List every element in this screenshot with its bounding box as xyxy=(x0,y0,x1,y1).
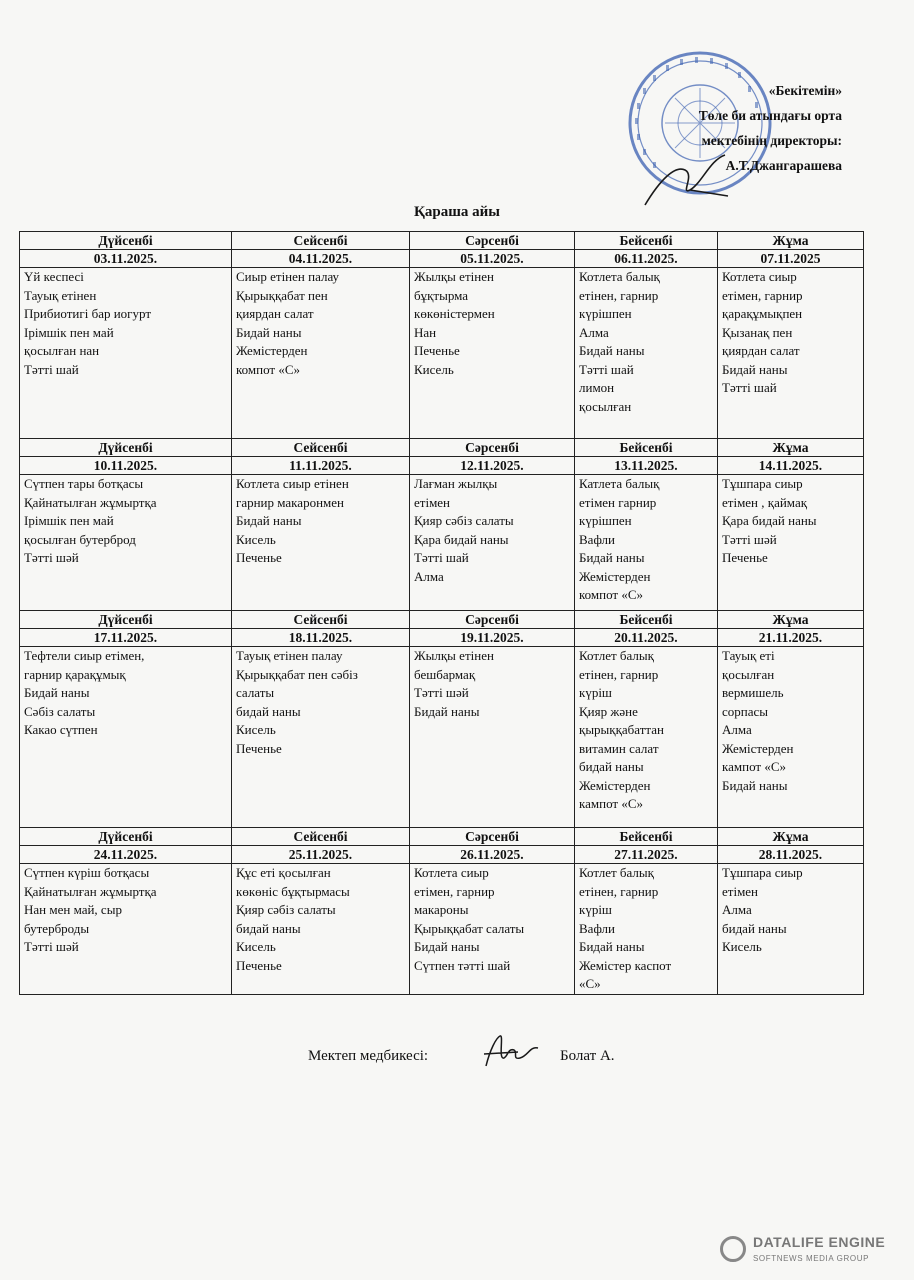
meal-cell xyxy=(718,647,864,828)
meal-item: Жылқы етінен xyxy=(414,648,494,663)
meal-item: етімен, гарнир xyxy=(414,883,495,899)
meal-cell xyxy=(232,864,410,995)
meal-item: Сүтпен тәтті шай xyxy=(414,957,511,973)
meal-item: Қияр және xyxy=(579,703,638,719)
meal-item: Бидай наны xyxy=(579,550,645,565)
meal-item: Тәтті шәй xyxy=(722,531,777,547)
meal-item: Катлета балық xyxy=(579,476,660,491)
meal-item: бұқтырма xyxy=(414,287,469,303)
meal-item: Котлет балық xyxy=(579,865,654,880)
date-cell: 19.11.2025. xyxy=(410,629,575,647)
month-title: Қараша айы xyxy=(414,204,500,220)
weekday-header-row xyxy=(20,232,864,250)
meal-item: Котлета сиыр етінен xyxy=(236,476,349,491)
meal-row xyxy=(20,647,864,828)
weekday-cell: Бейсенбі xyxy=(575,439,718,457)
meal-item: Котлета сиыр xyxy=(722,269,797,284)
meal-item: Тәтті шәй xyxy=(414,685,469,700)
meal-item: қосылған xyxy=(722,666,775,682)
meal-item: Тауық етінен xyxy=(24,287,97,303)
meal-item: етімен xyxy=(722,883,759,899)
meal-item: Қара бидай наны xyxy=(414,531,509,547)
meal-item: Тауық етінен палау xyxy=(236,648,343,663)
date-row xyxy=(20,846,864,864)
meal-row xyxy=(20,475,864,611)
meal-item: макароны xyxy=(414,902,469,917)
date-cell: 27.11.2025. xyxy=(575,846,718,864)
meal-item: Бидай наны xyxy=(414,703,480,719)
director-signature-icon xyxy=(640,150,730,210)
meal-item: Құс еті қосылған xyxy=(236,865,331,880)
meal-item: Қара бидай наны xyxy=(722,513,817,528)
meal-item: етімен гарнир xyxy=(579,494,657,510)
weekday-cell: Жұма xyxy=(718,439,864,457)
weekday-cell: Жұма xyxy=(718,232,864,250)
meal-item: Бидай наны xyxy=(579,343,645,358)
meal-cell xyxy=(575,475,718,611)
weekday-cell: Сейсенбі xyxy=(232,828,410,846)
meal-item: күрішпен xyxy=(579,306,632,321)
meal-item: Алма xyxy=(579,324,609,340)
meal-item: Печенье xyxy=(236,957,282,973)
meal-item: Қайнатылған жұмыртқа xyxy=(24,494,157,510)
approval-school: Төле би атындағы орта xyxy=(698,108,842,123)
weekday-header-row xyxy=(20,828,864,846)
meal-item: Алма xyxy=(722,902,752,917)
meal-item: вермишель xyxy=(722,685,784,700)
meal-item: Нан xyxy=(414,324,437,340)
weekday-cell: Жұма xyxy=(718,611,864,629)
meal-item: гарнир макаронмен xyxy=(236,494,344,510)
meal-item: етінен, гарнир xyxy=(579,883,659,899)
meal-item: Жылқы етінен xyxy=(414,269,494,284)
weekday-cell: Сәрсенбі xyxy=(410,828,575,846)
meal-item: Котлета сиыр xyxy=(414,865,489,880)
meal-item: Алма xyxy=(722,722,752,737)
meal-item: Вафли xyxy=(579,920,615,936)
meal-item: Тұшпара сиыр xyxy=(722,865,803,880)
meal-item: Котлета балық xyxy=(579,269,660,284)
meal-item: Жемістерден xyxy=(579,568,651,584)
meal-item: Қырыққабат пен xyxy=(236,287,328,303)
date-cell: 12.11.2025. xyxy=(410,457,575,475)
meal-item: Тефтели сиыр етімен, xyxy=(24,648,145,663)
watermark xyxy=(720,1232,900,1272)
meal-item: Үй кеспесі xyxy=(24,269,84,284)
meal-item: Печенье xyxy=(236,550,282,565)
weekday-cell: Дүйсенбі xyxy=(20,232,232,250)
meal-item: қарақұмықпен xyxy=(722,306,803,321)
meal-item: Тәтті шай xyxy=(414,550,469,565)
meal-item: Кисель xyxy=(236,939,276,954)
meal-cell xyxy=(20,647,232,828)
weekday-cell: Дүйсенбі xyxy=(20,439,232,457)
meal-item: Бидай наны xyxy=(236,513,302,528)
weekday-header-row xyxy=(20,611,864,629)
meal-item: Жемістерден xyxy=(579,777,651,793)
weekday-cell: Жұма xyxy=(718,828,864,846)
meal-item: Ірімшік пен май xyxy=(24,324,114,340)
meal-cell xyxy=(20,268,232,439)
meal-item: Тәтті шай xyxy=(722,380,777,395)
meal-item: Қырыққабат пен сәбіз xyxy=(236,666,358,682)
meal-item: Бидай наны xyxy=(579,939,645,954)
nurse-signature-icon xyxy=(478,1030,548,1070)
meal-cell xyxy=(718,475,864,611)
meal-item: Қызанақ пен xyxy=(722,324,793,340)
approval-director-name: А.Т.Джангарашева xyxy=(725,158,842,173)
meal-cell xyxy=(718,864,864,995)
date-cell: 18.11.2025. xyxy=(232,629,410,647)
meal-item: бидай наны xyxy=(236,703,301,719)
meal-item: етінен, гарнир xyxy=(579,287,659,303)
meal-item: Кисель xyxy=(414,361,454,377)
meal-cell xyxy=(410,475,575,611)
meal-item: Прибиотигі бар иогурт xyxy=(24,306,152,321)
meal-item: Жемістер каспот xyxy=(579,957,672,973)
meal-item: Жемістерден xyxy=(722,740,794,756)
meal-item: Кисель xyxy=(722,939,762,954)
meal-item: Печенье xyxy=(414,343,460,358)
meal-item: Сиыр етінен палау xyxy=(236,269,340,284)
meal-item: сорпасы xyxy=(722,703,769,719)
meal-row xyxy=(20,864,864,995)
date-cell: 17.11.2025. xyxy=(20,629,232,647)
meal-item: Қырыққабат салаты xyxy=(414,920,525,936)
meal-cell xyxy=(20,864,232,995)
date-cell: 11.11.2025. xyxy=(232,457,410,475)
meal-cell xyxy=(575,268,718,439)
meal-item: етімен , қаймақ xyxy=(722,494,808,510)
meal-cell xyxy=(232,268,410,439)
datalife-logo-icon xyxy=(720,1236,746,1262)
date-cell: 07.11.2025 xyxy=(718,250,864,268)
meal-item: Қайнатылған жұмыртқа xyxy=(24,883,157,899)
meal-cell xyxy=(410,647,575,828)
meal-item: Бидай наны xyxy=(236,324,302,340)
meal-item: Бидай наны xyxy=(722,777,788,793)
date-cell: 28.11.2025. xyxy=(718,846,864,864)
meal-item: бешбармақ xyxy=(414,666,476,682)
meal-item: Тәтті шай xyxy=(579,361,634,377)
meal-item: Бидай наны xyxy=(414,939,480,954)
meal-item: Вафли xyxy=(579,531,615,547)
date-row xyxy=(20,457,864,475)
meal-item: кампот «С» xyxy=(722,759,787,774)
meal-item: витамин салат xyxy=(579,740,659,756)
meal-item: күріш xyxy=(579,685,612,700)
meal-item: Алма xyxy=(414,568,444,584)
meal-item: көкөніс бұқтырмасы xyxy=(236,883,350,899)
meal-item: Бидай наны xyxy=(722,361,788,377)
nurse-label: Мектеп медбикесі: xyxy=(308,1048,429,1064)
meal-item: Тәтті шәй xyxy=(24,939,79,954)
meal-item: кампот «С» xyxy=(579,796,644,811)
meal-item: Печенье xyxy=(722,550,768,565)
meal-item: Какао сүтпен xyxy=(24,722,98,737)
meal-item: компот «С» xyxy=(579,587,644,602)
meal-cell xyxy=(232,475,410,611)
meal-cell xyxy=(410,268,575,439)
meal-item: қырыққабаттан xyxy=(579,722,664,737)
meal-item: Кисель xyxy=(236,531,276,547)
date-cell: 26.11.2025. xyxy=(410,846,575,864)
date-cell: 04.11.2025. xyxy=(232,250,410,268)
meal-cell xyxy=(575,647,718,828)
date-cell: 05.11.2025. xyxy=(410,250,575,268)
meal-cell xyxy=(718,268,864,439)
meal-item: Тәтті шәй xyxy=(24,550,79,565)
date-cell: 14.11.2025. xyxy=(718,457,864,475)
meal-item: қосылған бутерброд xyxy=(24,531,136,547)
weekday-cell: Сейсенбі xyxy=(232,439,410,457)
meal-item: бидай наны xyxy=(722,920,787,936)
weekday-cell: Дүйсенбі xyxy=(20,611,232,629)
meal-item: Тауық еті xyxy=(722,648,775,663)
date-row xyxy=(20,629,864,647)
meal-row xyxy=(20,268,864,439)
weekday-cell: Бейсенбі xyxy=(575,828,718,846)
meal-item: компот «С» xyxy=(236,361,301,377)
meal-cell xyxy=(232,647,410,828)
meal-item: Сәбіз салаты xyxy=(24,703,96,719)
weekday-cell: Сейсенбі xyxy=(232,611,410,629)
watermark-sub: SOFTNEWS MEDIA GROUP xyxy=(753,1254,870,1263)
meal-item: Тәтті шай xyxy=(24,361,79,377)
meal-item: қосылған нан xyxy=(24,343,100,358)
meal-item: Бидай наны xyxy=(24,685,90,700)
weekday-cell: Сейсенбі xyxy=(232,232,410,250)
nurse-name: Болат А. xyxy=(560,1048,615,1064)
date-cell: 24.11.2025. xyxy=(20,846,232,864)
meal-item: «С» xyxy=(579,976,601,991)
date-cell: 20.11.2025. xyxy=(575,629,718,647)
meal-item: Қияр сәбіз салаты xyxy=(414,513,514,528)
date-cell: 21.11.2025. xyxy=(718,629,864,647)
weekday-cell: Дүйсенбі xyxy=(20,828,232,846)
weekday-cell: Бейсенбі xyxy=(575,611,718,629)
weekday-cell: Бейсенбі xyxy=(575,232,718,250)
weekday-cell: Сәрсенбі xyxy=(410,232,575,250)
meal-item: күріш xyxy=(579,902,612,917)
approval-title: «Бекітемін» xyxy=(768,83,842,98)
weekday-cell: Сәрсенбі xyxy=(410,611,575,629)
meal-item: Кисель xyxy=(236,722,276,737)
date-cell: 10.11.2025. xyxy=(20,457,232,475)
meal-item: Тұшпара сиыр xyxy=(722,476,803,491)
date-cell: 03.11.2025. xyxy=(20,250,232,268)
watermark-brand: DATALIFE ENGINE xyxy=(753,1234,886,1250)
meal-item: Жемістерден xyxy=(236,343,308,358)
meal-item: күрішпен xyxy=(579,513,632,528)
meal-item: қосылған xyxy=(579,398,632,414)
meal-cell xyxy=(410,864,575,995)
weekday-header-row xyxy=(20,439,864,457)
meal-item: Сүтпен күріш ботқасы xyxy=(24,865,150,880)
meal-item: етімен xyxy=(414,494,451,510)
meal-item: бидай наны xyxy=(236,920,301,936)
meal-item: Ірімшік пен май xyxy=(24,513,114,528)
meal-item: қиярдан салат xyxy=(722,343,800,358)
date-cell: 06.11.2025. xyxy=(575,250,718,268)
meal-item: Сүтпен тары ботқасы xyxy=(24,476,144,491)
meal-cell xyxy=(20,475,232,611)
meal-item: салаты xyxy=(236,685,275,700)
meal-item: лимон xyxy=(579,380,615,395)
approval-position: мектебінің директоры: xyxy=(701,133,842,148)
meal-item: Нан мен май, сыр xyxy=(24,902,122,917)
meal-item: етінен, гарнир xyxy=(579,666,659,682)
meal-item: бидай наны xyxy=(579,759,644,774)
meal-item: Лағман жылқы xyxy=(414,476,498,491)
date-cell: 25.11.2025. xyxy=(232,846,410,864)
meal-item: етімен, гарнир xyxy=(722,287,803,303)
date-row xyxy=(20,250,864,268)
meal-item: Қияр сәбіз салаты xyxy=(236,902,336,917)
meal-item: бутерброды xyxy=(24,920,90,936)
meal-item: гарнир қарақұмық xyxy=(24,666,126,682)
meal-item: қиярдан салат xyxy=(236,306,314,321)
meal-item: Котлет балық xyxy=(579,648,654,663)
menu-table xyxy=(19,231,864,995)
date-cell: 13.11.2025. xyxy=(575,457,718,475)
meal-item: Печенье xyxy=(236,740,282,756)
meal-cell xyxy=(575,864,718,995)
weekday-cell: Сәрсенбі xyxy=(410,439,575,457)
meal-item: көкөністермен xyxy=(414,306,495,321)
